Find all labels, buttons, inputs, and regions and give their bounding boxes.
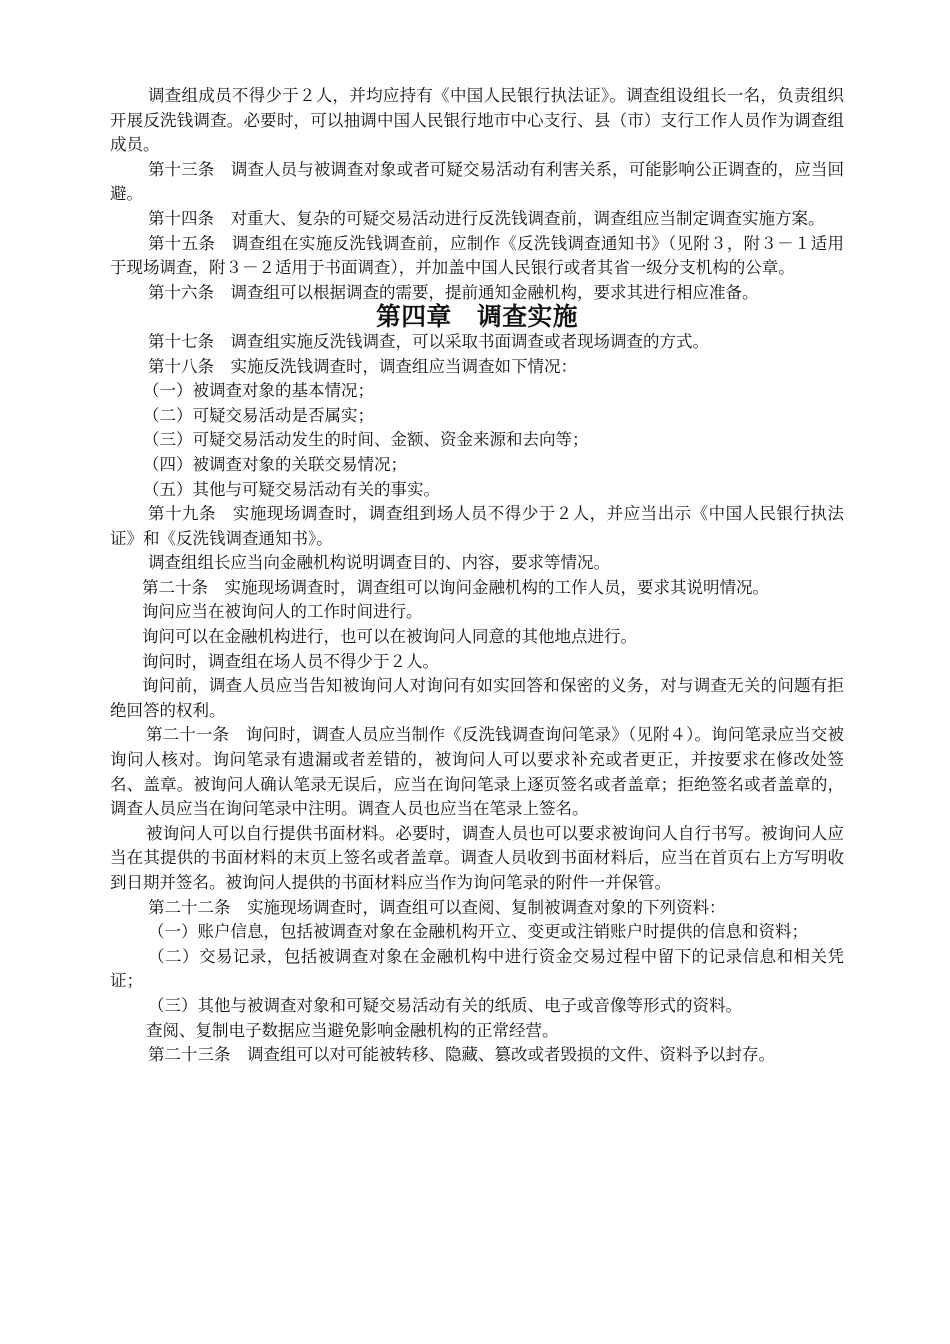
paragraph: 询问前，调查人员应当告知被询问人对询问有如实回答和保密的义务，对与调查无关的问题有拒绝回答的权利。 (110, 676, 844, 720)
paragraph-article-21: 第二十一条 询问时，调查人员应当制作《反洗钱调查询问笔录》（见附４）。询问笔录应当交被询问人核对。询问笔录有遗漏或者差错的，被询问人可以要求补充或者更正，并按要求在修改处签名、盖章。被询问人确认笔录无误后，应当在询问笔录上逐页签名或者盖章；拒绝签名或者盖章的，调查人员应当在询问笔录中注明。调查人员也应当在笔录上签名。 (110, 725, 844, 819)
list-item: （三）可疑交易活动发生的时间、金额、资金来源和去向等； (143, 430, 589, 450)
paragraph-article-16: 第十六条 调查组可以根据调查的需要，提前通知金融机构，要求其进行相应准备。 (148, 282, 759, 302)
list-item: （五）其他与可疑交易活动有关的事实。 (143, 479, 440, 499)
list-item: （二）交易记录，包括被调查对象在金融机构中进行资金交易过程中留下的记录信息和相关凭证； (110, 946, 844, 991)
list-item: （一）账户信息，包括被调查对象在金融机构开立、变更或注销账户时提供的信息和资料； (148, 922, 808, 942)
paragraph-article-20: 第二十条 实施现场调查时，调查组可以询问金融机构的工作人员，要求其说明情况。 (142, 577, 769, 597)
chapter-title: 第四章 调查实施 (376, 302, 578, 332)
paragraph-investigation-team: 调查组成员不得少于２人，并均应持有《中国人民银行执法证》。调查组设组长一名，负责组织开展反洗钱调查。必要时，可以抽调中国人民银行地市中心支行、县（市）支行工作人员作为调查组成员。 (110, 86, 844, 155)
paragraph-article-13: 第十三条 调查人员与被调查对象或者可疑交易活动有利害关系，可能影响公正调查的，应当回避。 (110, 159, 844, 204)
paragraph: 询问可以在金融机构进行，也可以在被询问人同意的其他地点进行。 (142, 627, 637, 647)
list-item: （一）被调查对象的基本情况； (143, 381, 374, 401)
paragraph-article-19: 第十九条 实施现场调查时，调查组到场人员不得少于２人，并应当出示《中国人民银行执法证》和《反洗钱调查通知书》。 (110, 504, 844, 548)
paragraph: 询问应当在被询问人的工作时间进行。 (142, 602, 423, 622)
paragraph-article-23: 第二十三条 调查组可以对可能被转移、隐藏、篡改或者毁损的文件、资料予以封存。 (148, 1045, 775, 1065)
paragraph: 询问时，调查组在场人员不得少于２人。 (142, 651, 439, 671)
list-item: （三）其他与被调查对象和可疑交易活动有关的纸质、电子或音像等形式的资料。 (148, 995, 742, 1015)
paragraph-team-leader: 调查组组长应当向金融机构说明调查目的、内容，要求等情况。 (148, 553, 610, 573)
list-item: （四）被调查对象的关联交易情况； (143, 454, 407, 474)
paragraph-article-22: 第二十二条 实施现场调查时，调查组可以查阅、复制被调查对象的下列资料： (148, 897, 726, 917)
paragraph: 被询问人可以自行提供书面材料。必要时，调查人员也可以要求被询问人自行书写。被询问人应当在其提供的书面材料的末页上签名或者盖章。调查人员收到书面材料后，应当在首页右上方写明收到日期并签名。被询问人提供的书面材料应当作为询问笔录的附件一并保管。 (110, 823, 844, 892)
paragraph: 查阅、复制电子数据应当避免影响金融机构的正常经营。 (146, 1020, 559, 1040)
paragraph-article-14: 第十四条 对重大、复杂的可疑交易活动进行反洗钱调查前，调查组应当制定调查实施方案。 (148, 208, 825, 228)
paragraph-article-18: 第十八条 实施反洗钱调查时，调查组应当调查如下情况： (148, 356, 577, 376)
paragraph-article-17: 第十七条 调查组实施反洗钱调查，可以采取书面调查或者现场调查的方式。 (148, 331, 709, 351)
paragraph-article-15: 第十五条 调查组在实施反洗钱调查前，应制作《反洗钱调查通知书》（见附３，附３－１适用于现场调查，附３－２适用于书面调查），并加盖中国人民银行或者其省一级分支机构的公章。 (110, 233, 844, 278)
list-item: （二）可疑交易活动是否属实； (143, 405, 374, 425)
